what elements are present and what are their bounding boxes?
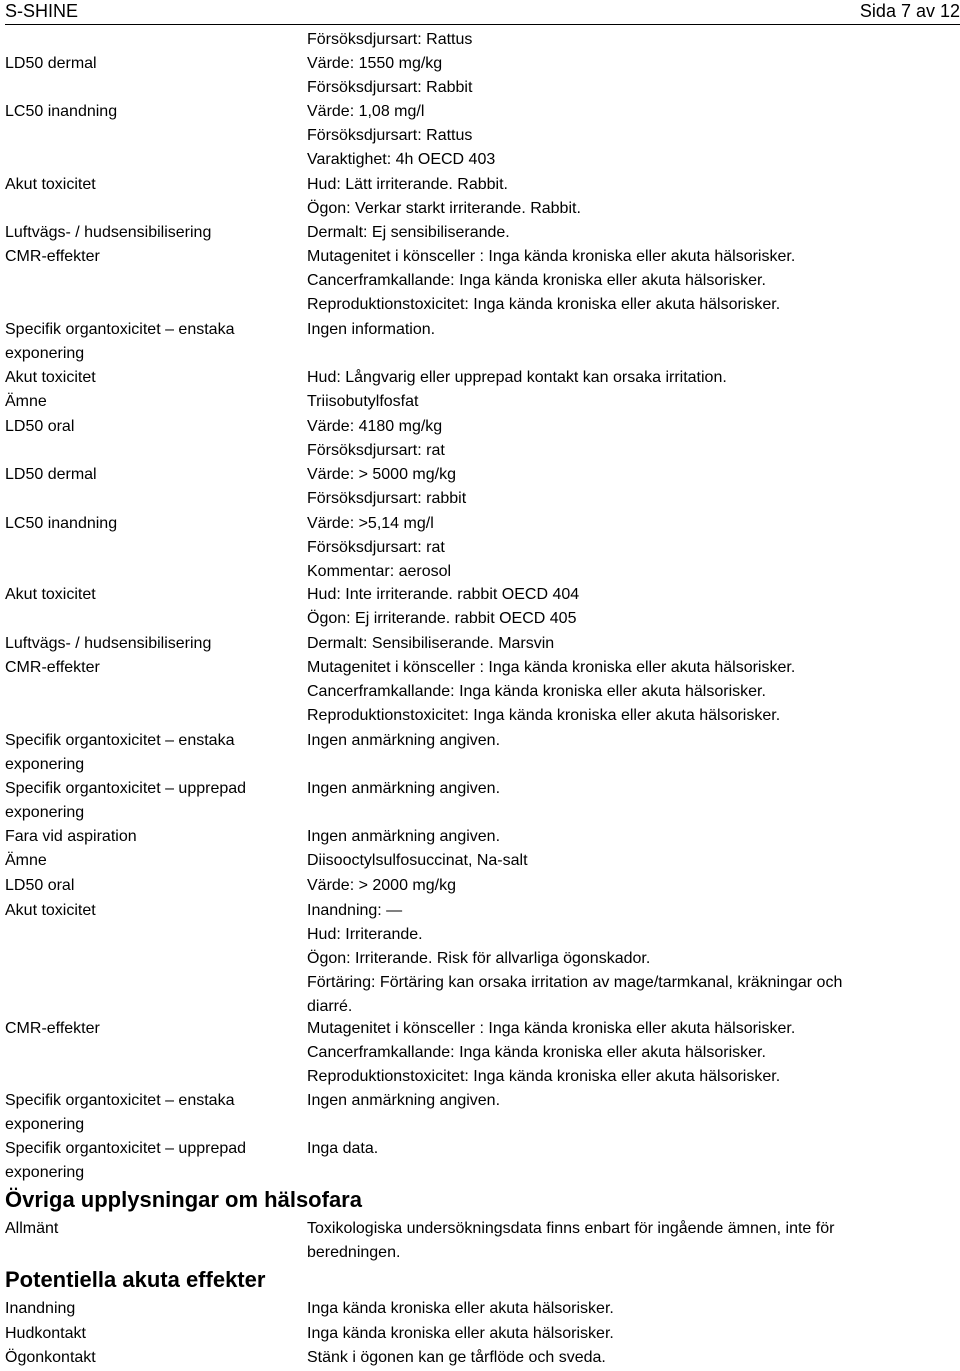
label-line: exponering (5, 1116, 85, 1133)
field-label (5, 390, 295, 414)
product-name: S-SHINE (5, 1, 79, 21)
value-line: Värde: >5,14 mg/l (307, 515, 434, 532)
value-line: Cancerframkallande: Inga kända kroniska eller akuta hälsorisker. (307, 1044, 766, 1061)
value-line: Försöksdjursart: rat (307, 442, 445, 459)
label-line: exponering (5, 756, 85, 773)
value-line: Värde: > 5000 mg/kg (307, 466, 456, 483)
field-label (5, 463, 295, 487)
field-label (5, 1089, 295, 1137)
label-line: LD50 dermal (5, 55, 97, 72)
value-line: Ingen anmärkning angiven. (307, 1092, 501, 1109)
field-value (307, 173, 947, 221)
field-label (5, 1322, 295, 1346)
value-line: Toxikologiska undersökningsdata finns enbart för ingående ämnen, inte för (307, 1220, 835, 1237)
field-value (307, 632, 947, 656)
field-value (307, 100, 947, 172)
field-value (307, 656, 947, 728)
value-line: Mutagenitet i könsceller : Inga kända kroniska eller akuta hälsorisker. (307, 1020, 796, 1037)
label-line: LC50 inandning (5, 515, 118, 532)
value-line: Hud: Lätt irriterande. Rabbit. (307, 176, 508, 193)
field-label (5, 656, 295, 680)
field-label (5, 318, 295, 366)
label-line: Ämne (5, 393, 47, 410)
value-line: Cancerframkallande: Inga kända kroniska eller akuta hälsorisker. (307, 683, 766, 700)
field-label (5, 52, 295, 76)
field-value (307, 318, 947, 342)
label-line: Luftvägs- / hudsensibilisering (5, 224, 212, 241)
field-label (5, 777, 295, 825)
field-value (307, 28, 947, 52)
value-line: Hud: Irriterande. (307, 926, 423, 943)
field-value (307, 1089, 947, 1113)
value-line: Värde: 4180 mg/kg (307, 418, 443, 435)
label-line: CMR-effekter (5, 248, 100, 265)
field-value (307, 463, 947, 511)
field-label (5, 632, 295, 656)
label-line: Specifik organtoxicitet – enstaka (5, 1092, 235, 1109)
label-line: Ämne (5, 852, 47, 869)
label-line: LD50 oral (5, 877, 75, 894)
value-line: Försöksdjursart: rabbit (307, 490, 467, 507)
field-label (5, 100, 295, 124)
value-line: beredningen. (307, 1244, 401, 1261)
label-line: Akut toxicitet (5, 586, 96, 603)
value-line: Förtäring: Förtäring kan orsaka irritation av mage/tarmkanal, kräkningar och (307, 974, 843, 991)
field-label (5, 899, 295, 923)
value-line: Triisobutylfosfat (307, 393, 419, 410)
value-line: Mutagenitet i könsceller : Inga kända kroniska eller akuta hälsorisker. (307, 248, 796, 265)
field-value (307, 849, 947, 873)
value-line: Kommentar: aerosol (307, 563, 452, 580)
field-label (5, 1137, 295, 1185)
label-line: Akut toxicitet (5, 176, 96, 193)
field-value (307, 1137, 947, 1161)
label-line: Akut toxicitet (5, 902, 96, 919)
value-line: Stänk i ögonen kan ge tårflöde och sveda. (307, 1349, 606, 1366)
field-label (5, 1346, 295, 1370)
label-line: Specifik organtoxicitet – enstaka (5, 732, 235, 749)
label-line: CMR-effekter (5, 659, 100, 676)
label-line: Allmänt (5, 1220, 59, 1237)
label-line: Specifik organtoxicitet – upprepad (5, 1140, 247, 1157)
value-line: Inga data. (307, 1140, 379, 1157)
value-line: Värde: 1550 mg/kg (307, 55, 443, 72)
value-line: Ögon: Ej irriterande. rabbit OECD 405 (307, 610, 577, 627)
value-line: Värde: > 2000 mg/kg (307, 877, 456, 894)
field-label (5, 825, 295, 849)
field-label (5, 173, 295, 197)
value-line: Ingen anmärkning angiven. (307, 732, 501, 749)
label-line: LD50 dermal (5, 466, 97, 483)
label-line: Inandning (5, 1300, 76, 1317)
label-line: exponering (5, 804, 85, 821)
field-value (307, 874, 947, 898)
label-line: exponering (5, 1164, 85, 1181)
field-value (307, 1297, 947, 1321)
value-line: Inga kända kroniska eller akuta hälsorisker. (307, 1325, 614, 1342)
label-line: Specifik organtoxicitet – enstaka (5, 321, 235, 338)
field-value (307, 1017, 947, 1089)
label-line: Specifik organtoxicitet – upprepad (5, 780, 247, 797)
field-value (307, 390, 947, 414)
field-value (307, 777, 947, 801)
field-value (307, 366, 947, 390)
value-line: Försöksdjursart: Rattus (307, 127, 473, 144)
value-line: Dermalt: Sensibiliserande. Marsvin (307, 635, 555, 652)
value-line: Ögon: Irriterande. Risk för allvarliga ögonskador. (307, 950, 651, 967)
field-label (5, 415, 295, 439)
field-label (5, 366, 295, 390)
value-line: Ingen information. (307, 321, 436, 338)
value-line: Ingen anmärkning angiven. (307, 828, 501, 845)
value-line: Värde: 1,08 mg/l (307, 103, 425, 120)
field-value (307, 583, 947, 631)
value-line: Mutagenitet i könsceller : Inga kända kroniska eller akuta hälsorisker. (307, 659, 796, 676)
value-line: Cancerframkallande: Inga kända kroniska eller akuta hälsorisker. (307, 272, 766, 289)
field-value (307, 1217, 947, 1265)
field-value (307, 52, 947, 100)
field-label (5, 1217, 295, 1241)
label-line: exponering (5, 345, 85, 362)
label-line: Hudkontakt (5, 1325, 86, 1342)
value-line: Hud: Inte irriterande. rabbit OECD 404 (307, 586, 580, 603)
field-value (307, 245, 947, 317)
field-value (307, 512, 947, 584)
value-line: Inga kända kroniska eller akuta hälsorisker. (307, 1300, 614, 1317)
field-value (307, 221, 947, 245)
field-value (307, 899, 947, 1019)
value-line: Försöksdjursart: rat (307, 539, 445, 556)
label-line: Ögonkontakt (5, 1349, 96, 1366)
field-label (5, 1017, 295, 1041)
value-line: Hud: Långvarig eller upprepad kontakt kan orsaka irritation. (307, 369, 727, 386)
field-label (5, 1297, 295, 1321)
field-label (5, 874, 295, 898)
value-line: Försöksdjursart: Rattus (307, 31, 473, 48)
field-label (5, 849, 295, 873)
page-header (5, 0, 960, 25)
label-line: Akut toxicitet (5, 369, 96, 386)
value-line: Dermalt: Ej sensibiliserande. (307, 224, 510, 241)
field-label (5, 245, 295, 269)
field-value (307, 1322, 947, 1346)
value-line: diarré. (307, 998, 353, 1015)
label-line: LC50 inandning (5, 103, 118, 120)
label-line: CMR-effekter (5, 1020, 100, 1037)
value-line: Reproduktionstoxicitet: Inga kända kroniska eller akuta hälsorisker. (307, 1068, 781, 1085)
label-line: LD50 oral (5, 418, 75, 435)
field-label (5, 583, 295, 607)
value-line: Försöksdjursart: Rabbit (307, 79, 473, 96)
value-line: Ögon: Verkar starkt irriterande. Rabbit. (307, 200, 581, 217)
section-heading-potentiella: Potentiella akuta effekter (5, 1267, 266, 1292)
value-line: Varaktighet: 4h OECD 403 (307, 151, 496, 168)
field-label (5, 729, 295, 777)
field-value (307, 729, 947, 753)
field-value (307, 415, 947, 463)
field-label (5, 512, 295, 536)
value-line: Reproduktionstoxicitet: Inga kända kroniska eller akuta hälsorisker. (307, 707, 781, 724)
value-line: Diisooctylsulfosuccinat, Na-salt (307, 852, 528, 869)
label-line: Luftvägs- / hudsensibilisering (5, 635, 212, 652)
value-line: Reproduktionstoxicitet: Inga kända kroniska eller akuta hälsorisker. (307, 296, 781, 313)
value-line: Inandning: — (307, 902, 403, 919)
field-value (307, 1346, 947, 1370)
page-number: Sida 7 av 12 (859, 1, 960, 21)
label-line: Fara vid aspiration (5, 828, 137, 845)
value-line: Ingen anmärkning angiven. (307, 780, 501, 797)
section-heading-ovriga: Övriga upplysningar om hälsofara (5, 1187, 362, 1212)
field-value (307, 825, 947, 849)
field-label (5, 221, 295, 245)
